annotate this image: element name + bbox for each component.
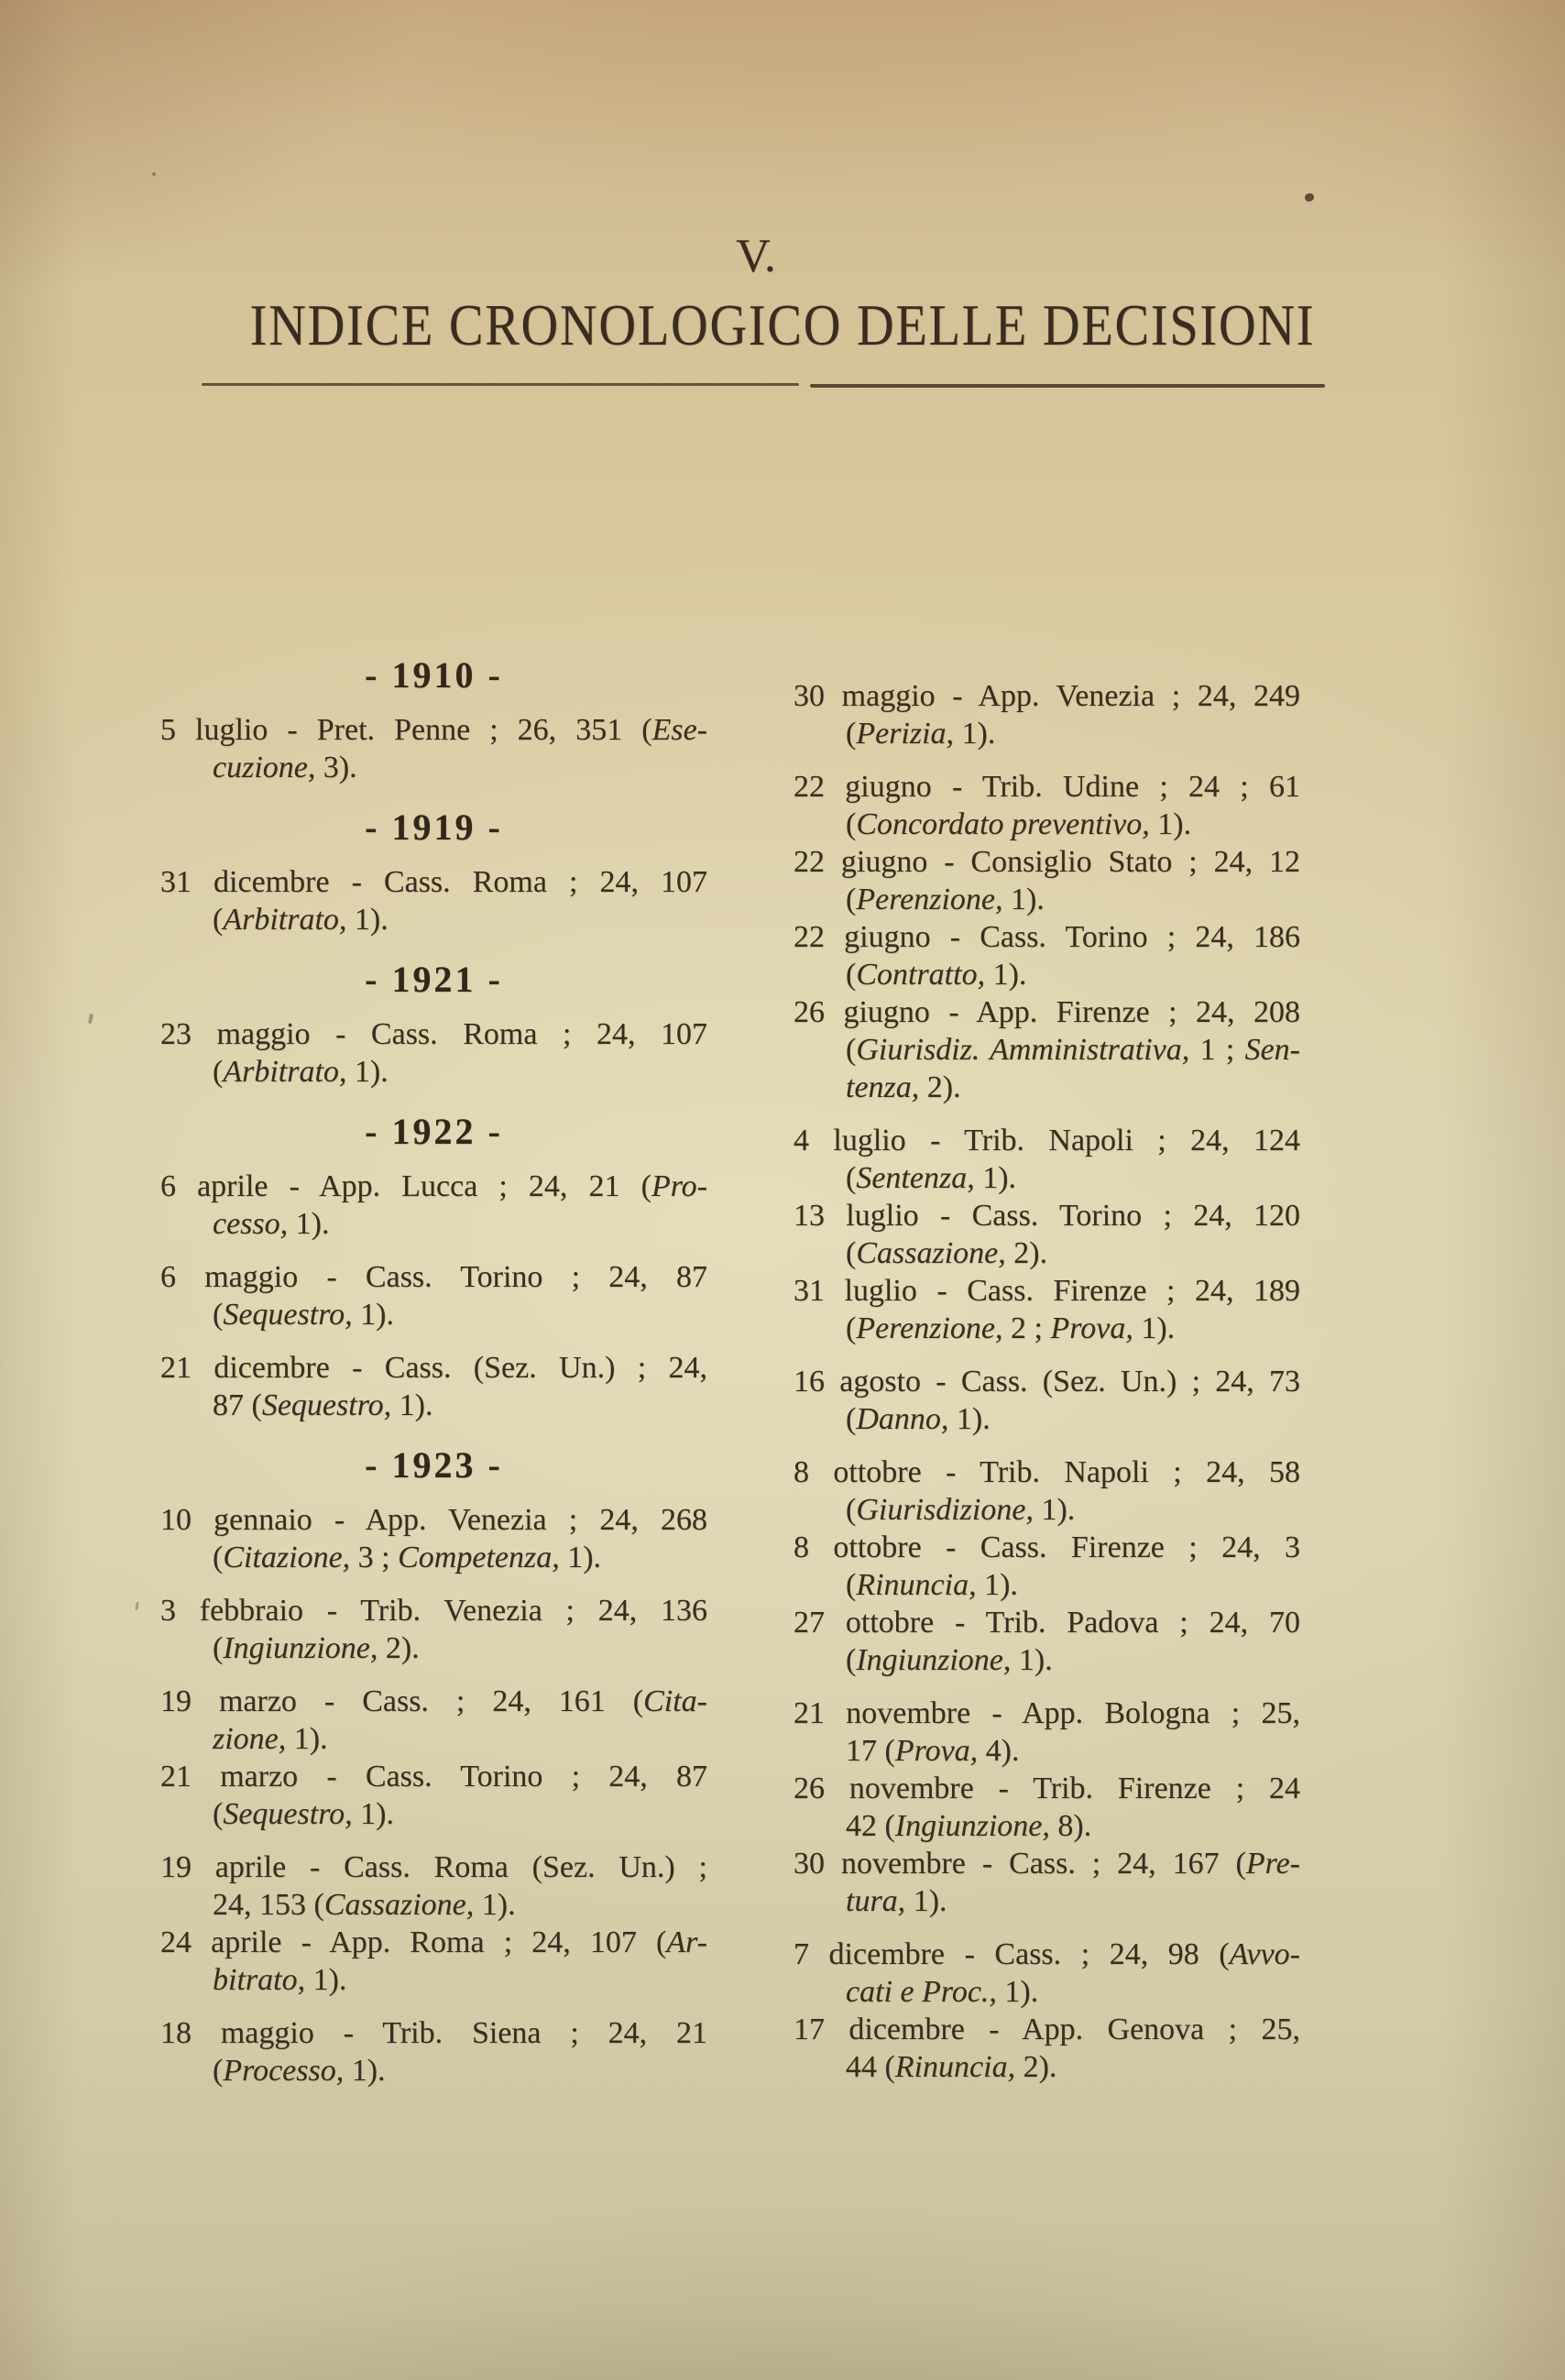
index-entry [793,918,1300,993]
entry-line [793,1400,1300,1438]
entry-line [793,843,1300,881]
index-entry [793,1936,1300,2011]
entry-text: 1). [1133,1311,1176,1345]
year-heading: - 1923 - [365,1444,503,1486]
entry-text: 1). [352,1298,394,1332]
index-entry [160,1258,707,1333]
entry-line [160,1683,707,1720]
entry-text: 17 dicembre - App. Genova ; 25, [793,2013,1300,2046]
entry-text: 26 novembre - Trib. Firenze ; 24 [793,1771,1300,1805]
case-name: Processo, [223,2054,345,2088]
entry-text: ( [213,1631,224,1665]
entry-text: 6 maggio - Cass. Torino ; 24, 87 [160,1260,707,1294]
case-name: Competenza, [398,1541,560,1574]
case-name: Cassazione, [856,1236,1006,1270]
ink-spot [1305,193,1314,202]
index-entry [160,1848,707,1924]
entry-text: 23 maggio - Cass. Roma ; 24, 107 [160,1017,707,1051]
entry-line [160,1848,707,1886]
index-entry [793,1845,1300,1920]
entry-text: 2). [919,1070,961,1104]
entry-line [160,1592,707,1629]
entry-line [793,2048,1300,2086]
index-entry [160,711,707,786]
index-entry [160,1683,707,1758]
index-entry [160,1501,707,1576]
entry-text: 1). [985,958,1027,992]
entry-text: 2). [1015,2050,1057,2084]
entry-line [793,1272,1300,1310]
entry-text: ( [213,1541,224,1574]
entry-text: 1). [344,2054,386,2088]
year-heading: - 1919 - [365,806,503,848]
case-name: Prova, [1050,1311,1133,1345]
entry-text: 1). [948,1402,990,1436]
entry-line [793,993,1300,1031]
entry-line [793,1695,1300,1732]
index-entry [793,1272,1300,1347]
entry-text: ( [846,1161,857,1195]
entry-line [793,918,1300,956]
entry-text: 21 novembre - App. Bologna ; 25, [793,1696,1300,1730]
entry-line [793,1882,1300,1920]
title-rule-right [810,384,1325,388]
paper-speck [135,1602,138,1610]
entry-line [160,1961,707,1999]
case-name: Perenzione, [856,1311,1003,1345]
entry-text: 2). [1005,1236,1048,1270]
entry-line [160,1387,707,1424]
case-name: Ingiunzione, [894,1809,1050,1843]
entry-line [160,1053,707,1091]
entry-text: 1 ; [1189,1033,1245,1067]
entry-text: ( [846,717,857,751]
case-name: tura, [846,1884,906,1918]
entry-line [793,1197,1300,1234]
entry-line [793,1641,1300,1679]
entry-text: 3 ; [350,1541,399,1574]
entry-line [160,1205,707,1243]
entry-line [160,1296,707,1333]
case-name: Perizia, [856,717,955,751]
entry-text: 6 aprile - App. Lucca ; 24, 21 ( [160,1169,651,1203]
entry-line [793,1031,1300,1069]
entry-text: 1). [305,1963,347,1997]
entry-text: ( [213,1055,224,1089]
entry-text: 1). [1011,1643,1053,1677]
entry-line [793,1310,1300,1347]
case-name: Prova, [894,1734,979,1768]
entry-text: 42 ( [846,1809,895,1843]
entry-text: ( [213,2054,224,2088]
entry-text: 1). [996,1975,1039,2009]
entry-line [793,1770,1300,1807]
entry-text: 7 dicembre - Cass. ; 24, 98 ( [793,1937,1230,1971]
entry-text: ( [846,1311,857,1345]
entry-line [160,1349,707,1387]
entry-text: ( [846,958,857,992]
index-entry [793,1363,1300,1438]
entry-text: 18 maggio - Trib. Siena ; 24, 21 [160,2016,707,2050]
case-name: Avvo- [1229,1937,1300,1971]
year-heading: - 1910 - [365,654,503,696]
entry-text: 31 dicembre - Cass. Roma ; 24, 107 [160,865,707,899]
entry-text: 21 dicembre - Cass. (Sez. Un.) ; 24, [160,1351,707,1385]
case-name: Sentenza, [856,1161,975,1195]
case-name: Cita- [643,1684,707,1718]
page-title: INDICE CRONOLOGICO DELLE DECISIONI [249,292,1316,357]
entry-text: 1). [974,1161,1017,1195]
entry-line [160,2052,707,2089]
case-name: Citazione, [223,1541,351,1574]
entry-text: 10 gennaio - App. Venezia ; 24, 268 [160,1503,707,1537]
index-entry [160,1758,707,1833]
index-entry [793,2011,1300,2086]
entry-text: 22 giugno - Consiglio Stato ; 24, 12 [793,845,1300,879]
entry-text: 1). [559,1541,602,1574]
entry-text: 27 ottobre - Trib. Padova ; 24, 70 [793,1606,1300,1640]
case-name: Sequestro, [223,1797,353,1831]
index-entry [793,768,1300,843]
entry-line [160,863,707,901]
entry-line [793,1491,1300,1529]
entry-text: 26 giugno - App. Firenze ; 24, 208 [793,995,1300,1029]
entry-line [793,768,1300,806]
case-name: Rinuncia, [856,1568,977,1602]
entry-text: 3 febbraio - Trib. Venezia ; 24, 136 [160,1594,707,1628]
entry-text: 1). [391,1388,433,1422]
case-name: cesso, [213,1207,289,1241]
case-name: Cassazione, [323,1888,475,1922]
case-name: Sen- [1244,1033,1301,1067]
case-name: Perenzione, [856,883,1003,916]
entry-text: 1). [1149,807,1192,841]
entry-text: 1). [954,717,996,751]
entry-text: 1). [286,1722,328,1756]
entry-line [160,1258,707,1296]
case-name: zione, [213,1722,287,1756]
entry-line [160,1539,707,1576]
entry-text: ( [846,1493,857,1527]
case-name: Sequestro, [261,1388,392,1422]
entry-line [160,1720,707,1758]
entry-text: 1). [474,1888,516,1922]
paper-speck [88,1014,93,1025]
entry-line [793,715,1300,752]
entry-text: 17 ( [846,1734,895,1768]
entry-line [160,1629,707,1667]
entry-line [793,1604,1300,1641]
entry-text: 5 luglio - Pret. Penne ; 26, 351 ( [160,713,652,747]
index-entry [793,1453,1300,1529]
entry-line [793,1807,1300,1845]
entry-line [793,1529,1300,1566]
entry-line [793,1159,1300,1197]
entry-text: 19 marzo - Cass. ; 24, 161 ( [160,1684,644,1718]
entry-text: 19 aprile - Cass. Roma (Sez. Un.) ; [160,1850,707,1884]
entry-line [160,901,707,938]
entry-text: 16 agosto - Cass. (Sez. Un.) ; 24, 73 [793,1365,1300,1398]
index-entry [793,1122,1300,1197]
entry-text: ( [846,1643,857,1677]
entry-line [793,1453,1300,1491]
case-name: Contratto, [856,958,986,992]
entry-text: ( [846,883,857,916]
entry-text: 4). [978,1734,1020,1768]
case-name: Ese- [651,713,707,747]
entry-text: 22 giugno - Cass. Torino ; 24, 186 [793,920,1300,954]
entry-line [793,1936,1300,1973]
entry-text: 30 maggio - App. Venezia ; 24, 249 [793,679,1300,713]
entry-text: 1). [346,903,389,937]
entry-line [793,677,1300,715]
entry-line [793,1069,1300,1106]
entry-text: 2). [378,1631,420,1665]
entry-line [793,806,1300,843]
case-name: Arbitrato, [223,903,347,937]
entry-line [793,881,1300,918]
case-name: Giurisdizione, [856,1493,1034,1527]
entry-line [793,1234,1300,1272]
entry-text: 87 ( [213,1388,262,1422]
index-entry [793,1529,1300,1604]
entry-line [793,1845,1300,1882]
entry-text: 1). [1002,883,1045,916]
index-entry [160,1015,707,1091]
entry-line [160,1886,707,1924]
entry-text: 30 novembre - Cass. ; 24, 167 ( [793,1847,1246,1881]
case-name: Ingiunzione, [223,1631,378,1665]
index-entry [793,993,1300,1106]
index-entry [793,677,1300,752]
entry-text: 1). [352,1797,394,1831]
case-name: Rinuncia, [894,2050,1016,2084]
entry-line [793,1363,1300,1400]
section-number: V. [736,230,776,282]
entry-text: 2 ; [1002,1311,1051,1345]
right-column [793,662,1300,2086]
paper-speck [152,172,156,176]
case-name: Pre- [1245,1847,1300,1881]
index-entry [793,1770,1300,1845]
left-column [160,653,707,2089]
case-name: Giurisdiz. Amministrativa, [856,1033,1190,1067]
case-name: cati e Proc., [846,1975,997,2009]
case-name: Arbitrato, [223,1055,347,1089]
index-entry [160,2014,707,2089]
entry-line [160,2014,707,2052]
title-rule-left [202,383,799,386]
entry-text: 1). [288,1207,330,1241]
entry-text: ( [213,1298,224,1332]
index-entry [793,1604,1300,1679]
index-entry [160,1924,707,1999]
entry-line [160,1758,707,1795]
entry-line [793,2011,1300,2048]
year-heading: - 1921 - [365,959,503,1000]
entry-line [160,711,707,749]
entry-line [160,749,707,786]
index-entry [793,843,1300,918]
entry-text: 1). [1033,1493,1076,1527]
entry-text: ( [846,1568,857,1602]
entry-line [793,1122,1300,1159]
case-name: Ar- [666,1925,707,1959]
case-name: Concordato preventivo, [856,807,1150,841]
entry-text: 4 luglio - Trib. Napoli ; 24, 124 [793,1124,1300,1157]
entry-text: ( [213,1797,224,1831]
case-name: tenza, [846,1070,920,1104]
entry-text: ( [213,903,224,937]
entry-line [793,1732,1300,1770]
entry-text: 21 marzo - Cass. Torino ; 24, 87 [160,1760,707,1793]
case-name: cuzione, [213,751,316,784]
entry-text: 3). [315,751,357,784]
entry-text: ( [846,1236,857,1270]
entry-text: 1). [905,1884,947,1918]
entry-line [160,1168,707,1205]
entry-text: 13 luglio - Cass. Torino ; 24, 120 [793,1199,1300,1233]
entry-line [793,1973,1300,2011]
index-entry [160,863,707,938]
entry-text: 1). [976,1568,1018,1602]
entry-text: ( [846,1033,857,1067]
entry-text: ( [846,807,857,841]
index-entry [160,1349,707,1424]
index-entry [160,1168,707,1243]
index-entry [160,1592,707,1667]
entry-text: 1). [346,1055,389,1089]
entry-text: 24, 153 ( [213,1888,324,1922]
entry-text: 8). [1049,1809,1092,1843]
entry-line [160,1501,707,1539]
entry-line [793,956,1300,993]
entry-text: 22 giugno - Trib. Udine ; 24 ; 61 [793,770,1300,804]
entry-line [160,1924,707,1961]
case-name: Danno, [856,1402,949,1436]
index-entry [793,1695,1300,1770]
case-name: bitrato, [213,1963,306,1997]
entry-text: 8 ottobre - Cass. Firenze ; 24, 3 [793,1530,1300,1564]
index-entry [793,1197,1300,1272]
entry-line [160,1795,707,1833]
entry-line [160,1015,707,1053]
year-heading: - 1922 - [365,1111,503,1152]
case-name: Pro- [651,1169,707,1203]
case-name: Ingiunzione, [856,1643,1012,1677]
entry-text: 44 ( [846,2050,895,2084]
entry-text: ( [846,1402,857,1436]
entry-text: 31 luglio - Cass. Firenze ; 24, 189 [793,1274,1300,1308]
entry-text: 8 ottobre - Trib. Napoli ; 24, 58 [793,1455,1300,1489]
entry-text: 24 aprile - App. Roma ; 24, 107 ( [160,1925,667,1959]
case-name: Sequestro, [223,1298,353,1332]
entry-line [793,1566,1300,1604]
